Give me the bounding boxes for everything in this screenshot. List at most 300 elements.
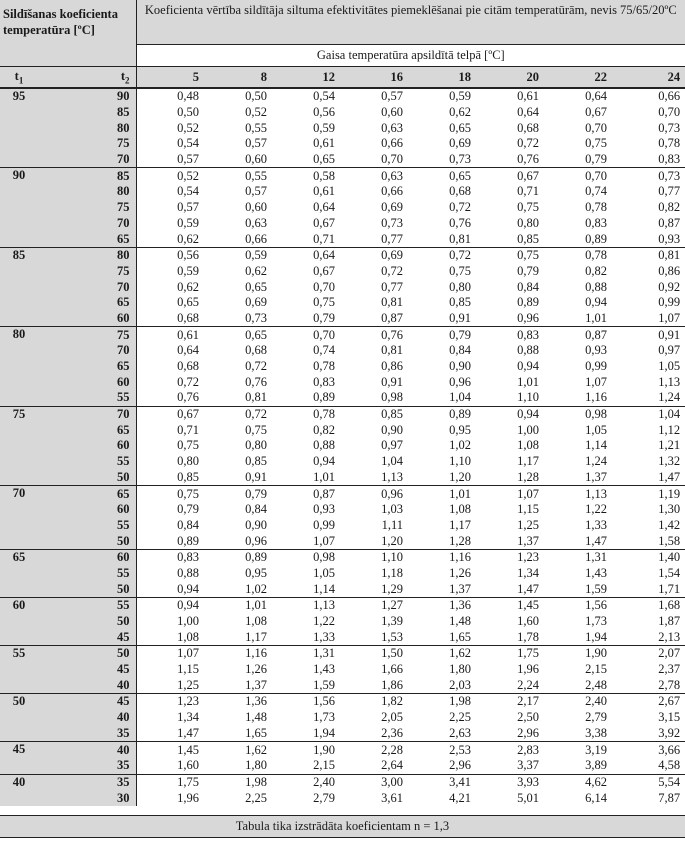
coefficient-value-cell: 0,96 xyxy=(449,374,472,389)
coefficient-value-cell: 1,45 xyxy=(476,598,544,614)
coefficient-value-cell: 0,91 xyxy=(449,310,472,325)
coefficient-value-cell: 0,80 xyxy=(517,215,540,230)
coefficient-value-cell: 2,79 xyxy=(313,790,336,805)
table-row xyxy=(0,454,685,470)
return-temperature-cell: 75 xyxy=(38,200,136,216)
coefficient-value-cell: 0,66 xyxy=(381,184,404,199)
coefficient-value-cell: 0,77 xyxy=(658,184,681,199)
coefficient-value-cell: 0,72 xyxy=(449,200,472,215)
coefficient-value-cell: 1,59 xyxy=(585,581,608,596)
coefficient-value-cell: 0,60 xyxy=(245,152,268,167)
coefficient-value-cell: 0,90 xyxy=(449,359,472,374)
coefficient-value-cell: 0,79 xyxy=(408,327,476,343)
supply-temperature-cell: 40 xyxy=(0,774,38,806)
coefficient-value-cell: 3,61 xyxy=(381,790,404,805)
t2-label: t xyxy=(120,68,126,83)
coefficient-value-cell: 1,45 xyxy=(136,742,204,758)
coefficient-value-cell: 0,75 xyxy=(476,247,544,263)
coefficient-value-cell: 0,71 xyxy=(313,231,336,246)
table-row xyxy=(0,105,685,121)
coefficient-value-cell: 1,05 xyxy=(585,422,608,437)
coefficient-value-cell: 0,83 xyxy=(313,374,336,389)
coefficient-value-cell: 0,97 xyxy=(658,343,681,358)
coefficient-value-cell: 1,12 xyxy=(658,422,681,437)
coefficient-value-cell: 0,61 xyxy=(476,88,544,105)
table-row xyxy=(0,662,685,678)
coefficient-value-cell: 1,90 xyxy=(272,742,340,758)
coefficient-value-cell: 0,48 xyxy=(136,88,204,105)
coefficient-value-cell: 0,73 xyxy=(449,152,472,167)
coefficient-value-cell: 1,05 xyxy=(313,565,336,580)
coefficient-value-cell: 1,59 xyxy=(313,677,336,692)
coefficient-value-cell: 0,95 xyxy=(245,565,268,580)
coefficient-value-cell: 0,88 xyxy=(313,438,336,453)
coefficient-value-cell: 1,30 xyxy=(658,502,681,517)
coefficient-value-cell: 1,25 xyxy=(177,677,200,692)
coefficient-value-cell: 1,34 xyxy=(517,565,540,580)
coefficient-value-cell: 0,57 xyxy=(177,200,200,215)
coefficient-value-cell: 0,57 xyxy=(245,184,268,199)
coefficient-value-cell: 1,07 xyxy=(313,533,336,548)
coefficient-value-cell: 0,65 xyxy=(408,168,476,184)
coefficient-value-cell: 0,98 xyxy=(544,406,612,422)
coefficient-value-cell: 0,69 xyxy=(449,136,472,151)
coefficient-value-cell: 0,63 xyxy=(381,120,404,135)
coefficient-value-cell: 1,36 xyxy=(204,694,272,710)
coefficient-value-cell: 0,75 xyxy=(585,136,608,151)
coefficient-value-cell: 0,87 xyxy=(272,486,340,502)
coefficient-value-cell: 0,99 xyxy=(585,359,608,374)
coefficient-value-cell: 0,78 xyxy=(544,247,612,263)
coefficient-value-cell: 1,75 xyxy=(136,774,204,790)
coefficient-value-cell: 0,84 xyxy=(517,279,540,294)
coefficient-value-cell: 0,67 xyxy=(136,406,204,422)
coefficient-value-cell: 0,85 xyxy=(449,295,472,310)
coefficient-value-cell: 1,82 xyxy=(340,694,408,710)
coefficient-value-cell: 2,05 xyxy=(381,710,404,725)
coefficient-value-cell: 0,76 xyxy=(517,152,540,167)
coefficient-value-cell: 1,26 xyxy=(245,662,268,677)
coefficient-value-cell: 1,47 xyxy=(177,725,200,740)
coefficient-value-cell: 7,87 xyxy=(658,790,681,805)
coefficient-value-cell: 1,22 xyxy=(585,502,608,517)
table-row xyxy=(0,614,685,630)
coefficient-value-cell: 0,94 xyxy=(177,581,200,596)
coefficient-value-cell: 0,75 xyxy=(177,438,200,453)
coefficient-value-cell: 1,37 xyxy=(517,533,540,548)
coefficient-value-cell: 3,37 xyxy=(517,758,540,773)
coefficient-value-cell: 1,36 xyxy=(408,598,476,614)
coefficient-value-cell: 0,85 xyxy=(517,231,540,246)
coefficient-value-cell: 1,05 xyxy=(658,359,681,374)
coefficient-value-cell: 1,53 xyxy=(381,629,404,644)
coefficient-value-cell: 0,98 xyxy=(381,390,404,405)
coefficient-value-cell: 0,60 xyxy=(381,105,404,120)
coefficient-value-cell: 1,75 xyxy=(476,646,544,662)
coefficient-value-cell: 0,87 xyxy=(544,327,612,343)
table-row xyxy=(0,136,685,152)
coefficient-value-cell: 2,17 xyxy=(476,694,544,710)
coefficient-value-cell: 1,13 xyxy=(658,374,681,389)
coefficient-value-cell: 2,83 xyxy=(476,742,544,758)
return-temperature-cell: 60 xyxy=(38,311,136,327)
coefficient-value-cell: 1,20 xyxy=(381,533,404,548)
return-temperature-cell: 65 xyxy=(38,231,136,247)
coefficient-value-cell: 1,94 xyxy=(313,725,336,740)
coefficient-value-cell: 0,85 xyxy=(245,454,268,469)
coefficient-value-cell: 1,80 xyxy=(449,662,472,677)
coefficient-value-cell: 1,28 xyxy=(449,533,472,548)
coefficient-value-cell: 1,04 xyxy=(449,390,472,405)
coefficient-value-cell: 0,77 xyxy=(381,231,404,246)
coefficient-value-cell: 2,37 xyxy=(658,662,681,677)
return-temperature-cell: 60 xyxy=(38,374,136,390)
coefficient-value-cell: 0,52 xyxy=(136,168,204,184)
coefficient-value-cell: 1,48 xyxy=(245,710,268,725)
coefficient-value-cell: 0,73 xyxy=(658,120,681,135)
coefficient-value-cell: 1,02 xyxy=(449,438,472,453)
return-temperature-cell: 35 xyxy=(38,758,136,774)
return-temperature-cell: 65 xyxy=(38,359,136,375)
coefficient-value-cell: 0,73 xyxy=(612,168,685,184)
table-row xyxy=(0,120,685,136)
coefficient-value-cell: 0,89 xyxy=(517,295,540,310)
coefficient-value-cell: 2,25 xyxy=(245,790,268,805)
room-temp-column-header: 18 xyxy=(408,67,476,89)
coefficient-value-cell: 1,14 xyxy=(313,581,336,596)
coefficient-value-cell: 0,79 xyxy=(204,486,272,502)
return-temperature-cell: 45 xyxy=(38,662,136,678)
return-temperature-cell: 50 xyxy=(38,470,136,486)
coefficient-value-cell: 0,66 xyxy=(245,231,268,246)
t2-column-header xyxy=(38,67,136,89)
table-row xyxy=(0,677,685,693)
coefficient-value-cell: 0,94 xyxy=(585,295,608,310)
coefficient-value-cell: 0,81 xyxy=(612,247,685,263)
coefficient-value-cell: 2,24 xyxy=(517,677,540,692)
table-row xyxy=(0,184,685,200)
coefficient-value-cell: 0,80 xyxy=(449,279,472,294)
table-row xyxy=(0,216,685,232)
coefficient-value-cell: 0,62 xyxy=(449,105,472,120)
coefficient-value-cell: 0,57 xyxy=(340,88,408,105)
coefficient-value-cell: 0,50 xyxy=(177,105,200,120)
coefficient-value-cell: 0,65 xyxy=(313,152,336,167)
t1-column-header xyxy=(0,67,38,89)
coefficient-value-cell: 0,84 xyxy=(245,502,268,517)
coefficient-value-cell: 0,65 xyxy=(177,295,200,310)
coefficient-value-cell: 1,07 xyxy=(476,486,544,502)
coefficient-value-cell: 1,07 xyxy=(658,310,681,325)
table-row xyxy=(0,438,685,454)
coefficient-value-cell: 1,33 xyxy=(585,517,608,532)
coefficient-value-cell: 2,07 xyxy=(612,646,685,662)
return-temperature-cell: 55 xyxy=(38,518,136,534)
coefficient-value-cell: 2,63 xyxy=(449,725,472,740)
coefficient-value-cell: 0,99 xyxy=(658,295,681,310)
coefficient-value-cell: 1,58 xyxy=(658,533,681,548)
coefficient-value-cell: 1,15 xyxy=(177,662,200,677)
coefficient-value-cell: 3,19 xyxy=(544,742,612,758)
table-row xyxy=(0,247,685,263)
coefficient-value-cell: 1,01 xyxy=(204,598,272,614)
return-temperature-cell: 70 xyxy=(38,279,136,295)
table-row xyxy=(0,549,685,565)
coefficient-value-cell: 0,83 xyxy=(136,549,204,565)
coefficient-value-cell: 0,80 xyxy=(177,454,200,469)
table-footnote: Tabula tika izstrādāta koeficientam n = 1,3 xyxy=(0,815,685,838)
coefficient-value-cell: 0,65 xyxy=(204,327,272,343)
coefficient-value-cell: 1,24 xyxy=(658,390,681,405)
return-temperature-cell: 40 xyxy=(38,742,136,758)
coefficient-value-cell: 0,89 xyxy=(313,390,336,405)
coefficient-value-cell: 1,39 xyxy=(381,614,404,629)
return-temperature-cell: 80 xyxy=(38,120,136,136)
coefficient-value-cell: 0,94 xyxy=(476,406,544,422)
table-row xyxy=(0,359,685,375)
coefficient-value-cell: 0,70 xyxy=(658,105,681,120)
table-row xyxy=(0,422,685,438)
coefficient-value-cell: 2,25 xyxy=(449,710,472,725)
room-temp-column-header: 20 xyxy=(476,67,544,89)
coefficient-value-cell: 1,15 xyxy=(517,502,540,517)
coefficient-value-cell: 0,69 xyxy=(340,247,408,263)
table-row xyxy=(0,566,685,582)
coefficient-value-cell: 1,65 xyxy=(245,725,268,740)
coefficient-value-cell: 0,76 xyxy=(449,215,472,230)
coefficient-value-cell: 0,79 xyxy=(177,502,200,517)
coefficient-value-cell: 3,41 xyxy=(408,774,476,790)
coefficient-value-cell: 0,81 xyxy=(449,231,472,246)
coefficient-value-cell: 1,56 xyxy=(544,598,612,614)
coefficient-value-cell: 2,79 xyxy=(585,710,608,725)
coefficient-value-cell: 1,54 xyxy=(658,565,681,580)
table-row xyxy=(0,311,685,327)
coefficient-value-cell: 1,08 xyxy=(245,614,268,629)
supply-temperature-cell: 70 xyxy=(0,486,38,550)
coefficient-value-cell: 1,90 xyxy=(544,646,612,662)
coefficient-value-cell: 1,13 xyxy=(381,469,404,484)
t2-subscript: 2 xyxy=(125,75,130,86)
coefficient-value-cell: 0,55 xyxy=(204,168,272,184)
table-row xyxy=(0,502,685,518)
coefficient-value-cell: 0,79 xyxy=(585,152,608,167)
supply-temperature-cell: 60 xyxy=(0,598,38,646)
coefficient-value-cell: 3,38 xyxy=(585,725,608,740)
coefficient-value-cell: 1,17 xyxy=(517,454,540,469)
coefficient-description-header: Koeficienta vērtība sildītāja siltuma efektivitātes piemeklēšanai pie citām temperatūrām, nevis 75/65/20ºC xyxy=(136,0,685,45)
return-temperature-cell: 45 xyxy=(38,694,136,710)
return-temperature-cell: 50 xyxy=(38,581,136,597)
coefficient-value-cell: 1,33 xyxy=(313,629,336,644)
coefficient-value-cell: 0,59 xyxy=(177,263,200,278)
coefficient-value-cell: 0,98 xyxy=(272,549,340,565)
coefficient-value-cell: 0,87 xyxy=(658,215,681,230)
coefficient-value-cell: 1,16 xyxy=(204,646,272,662)
coefficient-value-cell: 0,79 xyxy=(313,310,336,325)
coefficient-value-cell: 0,85 xyxy=(340,406,408,422)
table-row xyxy=(0,518,685,534)
coefficient-value-cell: 0,64 xyxy=(517,105,540,120)
coefficient-value-cell: 0,52 xyxy=(245,105,268,120)
return-temperature-cell: 55 xyxy=(38,598,136,614)
coefficient-value-cell: 0,72 xyxy=(204,406,272,422)
return-temperature-cell: 75 xyxy=(38,264,136,280)
coefficient-value-cell: 0,75 xyxy=(136,486,204,502)
coefficient-value-cell: 0,82 xyxy=(585,263,608,278)
coefficient-value-cell: 0,72 xyxy=(177,374,200,389)
coefficient-value-cell: 0,50 xyxy=(204,88,272,105)
coefficient-value-cell: 2,40 xyxy=(544,694,612,710)
coefficient-value-cell: 0,54 xyxy=(177,184,200,199)
coefficient-value-cell: 0,70 xyxy=(313,279,336,294)
coefficient-value-cell: 0,76 xyxy=(340,327,408,343)
coefficient-value-cell: 0,81 xyxy=(381,295,404,310)
room-temp-column-header: 5 xyxy=(136,67,204,89)
coefficient-value-cell: 2,15 xyxy=(585,662,608,677)
coefficient-value-cell: 1,32 xyxy=(658,454,681,469)
coefficient-value-cell: 0,65 xyxy=(449,120,472,135)
coefficient-value-cell: 0,89 xyxy=(585,231,608,246)
return-temperature-cell: 60 xyxy=(38,502,136,518)
return-temperature-cell: 70 xyxy=(38,343,136,359)
coefficient-value-cell: 4,21 xyxy=(449,790,472,805)
supply-temperature-cell: 65 xyxy=(0,549,38,597)
coefficient-value-cell: 0,56 xyxy=(313,105,336,120)
coefficient-value-cell: 0,88 xyxy=(177,565,200,580)
coefficient-value-cell: 0,66 xyxy=(612,88,685,105)
coefficient-value-cell: 1,66 xyxy=(381,662,404,677)
coefficient-value-cell: 2,67 xyxy=(612,694,685,710)
coefficient-value-cell: 0,78 xyxy=(313,359,336,374)
coefficient-value-cell: 0,94 xyxy=(313,454,336,469)
coefficient-value-cell: 0,82 xyxy=(658,200,681,215)
return-temperature-cell: 55 xyxy=(38,454,136,470)
coefficient-value-cell: 6,14 xyxy=(585,790,608,805)
coefficient-value-cell: 1,80 xyxy=(245,758,268,773)
coefficient-value-cell: 1,98 xyxy=(408,694,476,710)
coefficient-value-cell: 0,90 xyxy=(381,422,404,437)
table-row xyxy=(0,200,685,216)
coefficient-value-cell: 1,42 xyxy=(658,517,681,532)
coefficient-value-cell: 2,96 xyxy=(517,725,540,740)
coefficient-value-cell: 1,48 xyxy=(449,614,472,629)
supply-temperature-cell: 80 xyxy=(0,327,38,406)
coefficient-value-cell: 0,72 xyxy=(381,263,404,278)
coefficient-value-cell: 0,54 xyxy=(272,88,340,105)
coefficient-value-cell: 0,59 xyxy=(177,215,200,230)
coefficient-value-cell: 1,21 xyxy=(658,438,681,453)
coefficient-value-cell: 0,91 xyxy=(612,327,685,343)
coefficient-value-cell: 2,53 xyxy=(408,742,476,758)
coefficient-value-cell: 0,77 xyxy=(381,279,404,294)
room-temp-column-header: 16 xyxy=(340,67,408,89)
coefficient-value-cell: 0,55 xyxy=(245,120,268,135)
coefficient-value-cell: 1,62 xyxy=(204,742,272,758)
coefficient-value-cell: 1,17 xyxy=(449,517,472,532)
coefficient-value-cell: 0,72 xyxy=(517,136,540,151)
coefficient-value-cell: 0,83 xyxy=(476,327,544,343)
coefficient-value-cell: 3,00 xyxy=(340,774,408,790)
coefficient-value-cell: 0,75 xyxy=(517,200,540,215)
coefficient-value-cell: 1,37 xyxy=(245,677,268,692)
coefficient-value-cell: 0,89 xyxy=(408,406,476,422)
coefficient-value-cell: 0,68 xyxy=(177,310,200,325)
coefficient-value-cell: 0,62 xyxy=(177,231,200,246)
return-temperature-cell: 65 xyxy=(38,295,136,311)
coefficient-value-cell: 0,93 xyxy=(585,343,608,358)
return-temperature-cell: 35 xyxy=(38,726,136,742)
coefficient-value-cell: 0,72 xyxy=(245,359,268,374)
coefficient-value-cell: 1,65 xyxy=(449,629,472,644)
return-temperature-cell: 40 xyxy=(38,710,136,726)
coefficient-value-cell: 3,93 xyxy=(476,774,544,790)
table-row xyxy=(0,646,685,662)
return-temperature-cell: 65 xyxy=(38,486,136,502)
coefficient-value-cell: 1,27 xyxy=(340,598,408,614)
coefficient-value-cell: 0,85 xyxy=(177,469,200,484)
coefficient-value-cell: 4,58 xyxy=(658,758,681,773)
coefficient-value-cell: 0,71 xyxy=(177,422,200,437)
coefficient-value-cell: 0,57 xyxy=(245,136,268,151)
coefficient-value-cell: 0,60 xyxy=(245,200,268,215)
table-row xyxy=(0,694,685,710)
coefficient-value-cell: 0,76 xyxy=(177,390,200,405)
coefficient-value-cell: 0,67 xyxy=(313,263,336,278)
coefficient-value-cell: 1,08 xyxy=(449,502,472,517)
coefficient-value-cell: 0,94 xyxy=(517,359,540,374)
coefficient-value-cell: 1,96 xyxy=(517,662,540,677)
coefficient-value-cell: 1,86 xyxy=(381,677,404,692)
coefficient-value-cell: 0,75 xyxy=(245,422,268,437)
coefficient-value-cell: 1,87 xyxy=(658,614,681,629)
return-temperature-cell: 80 xyxy=(38,184,136,200)
coefficient-value-cell: 2,40 xyxy=(272,774,340,790)
table-row xyxy=(0,774,685,790)
coefficient-value-cell: 1,31 xyxy=(544,549,612,565)
table-row xyxy=(0,486,685,502)
coefficient-value-cell: 0,63 xyxy=(340,168,408,184)
return-temperature-cell: 80 xyxy=(38,247,136,263)
coefficient-value-cell: 0,68 xyxy=(177,359,200,374)
room-temp-column-header: 8 xyxy=(204,67,272,89)
table-row xyxy=(0,758,685,774)
coefficient-value-cell: 2,96 xyxy=(449,758,472,773)
coefficient-value-cell: 1,16 xyxy=(585,390,608,405)
coefficient-value-cell: 0,75 xyxy=(313,295,336,310)
coefficient-value-cell: 0,91 xyxy=(381,374,404,389)
coefficient-value-cell: 0,67 xyxy=(585,105,608,120)
coefficient-value-cell: 0,93 xyxy=(658,231,681,246)
coefficient-value-cell: 0,99 xyxy=(313,517,336,532)
room-temp-column-header: 12 xyxy=(272,67,340,89)
coefficient-value-cell: 1,29 xyxy=(381,581,404,596)
table-row xyxy=(0,390,685,406)
table-row xyxy=(0,374,685,390)
coefficient-value-cell: 0,54 xyxy=(177,136,200,151)
coefficient-value-cell: 1,37 xyxy=(585,469,608,484)
supply-temperature-cell: 95 xyxy=(0,88,38,168)
coefficient-value-cell: 1,23 xyxy=(476,549,544,565)
return-temperature-cell: 45 xyxy=(38,629,136,645)
table-row xyxy=(0,710,685,726)
table-row xyxy=(0,470,685,486)
coefficient-value-cell: 1,11 xyxy=(381,517,404,532)
coefficient-value-cell: 1,47 xyxy=(585,533,608,548)
column-header-row xyxy=(0,67,685,89)
supply-temperature-cell: 75 xyxy=(0,406,38,485)
coefficient-value-cell: 1,08 xyxy=(177,629,200,644)
